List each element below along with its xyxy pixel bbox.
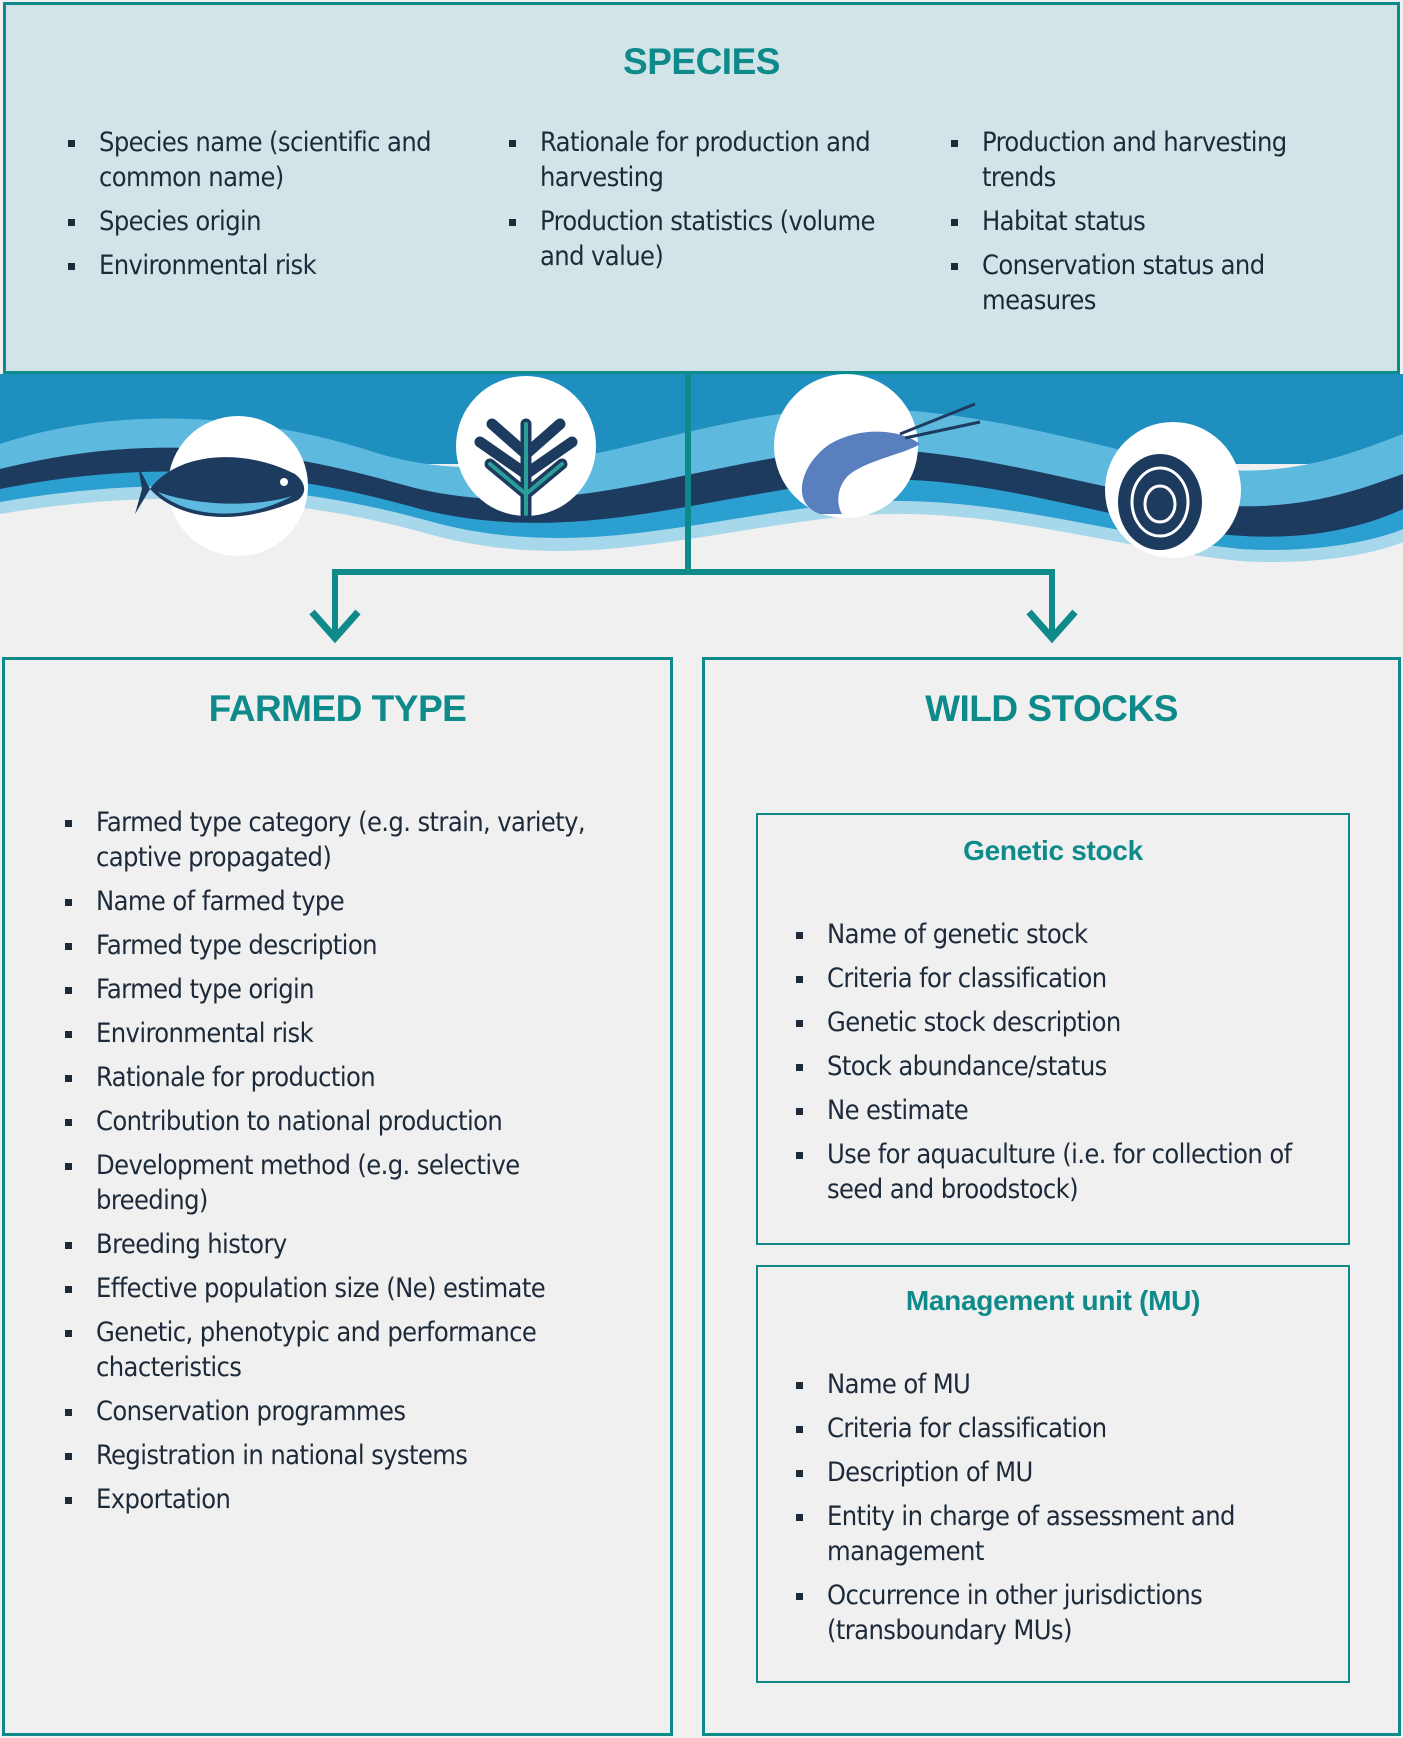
list-item: Occurrence in other jurisdictions (transboundary MUs) xyxy=(796,1578,1316,1648)
farmed-type-list xyxy=(65,805,625,1526)
list-item: Production statistics (volume and value) xyxy=(509,204,889,274)
seaweed-icon xyxy=(456,376,596,516)
list-item: Rationale for production xyxy=(65,1060,625,1095)
list-item: Conservation status and measures xyxy=(951,248,1291,318)
list-item: Farmed type category (e.g. strain, variety, captive propagated) xyxy=(65,805,625,875)
list-item: Rationale for production and harvesting xyxy=(509,125,889,195)
list-item: Environmental risk xyxy=(68,248,448,283)
management-unit-list xyxy=(796,1367,1316,1657)
management-unit-box xyxy=(756,1265,1350,1683)
management-unit-title: Management unit (MU) xyxy=(905,1285,1201,1316)
list-item: Use for aquaculture (i.e. for collection of seed and broodstock) xyxy=(796,1137,1316,1207)
list-item: Habitat status xyxy=(951,204,1291,239)
list-item: Name of farmed type xyxy=(65,884,625,919)
list-item: Farmed type description xyxy=(65,928,625,963)
list-item: Genetic stock description xyxy=(796,1005,1316,1040)
genetic-stock-title: Genetic stock xyxy=(963,835,1143,866)
list-item: Species origin xyxy=(68,204,448,239)
wild-stocks-title: WILD STOCKS xyxy=(925,688,1178,729)
species-list-3 xyxy=(951,125,1291,327)
farmed-type-box xyxy=(2,657,673,1736)
species-box xyxy=(3,2,1400,374)
species-list-2 xyxy=(509,125,889,283)
list-item: Name of genetic stock xyxy=(796,917,1316,952)
list-item: Species name (scientific and common name) xyxy=(68,125,448,195)
list-item: Production and harvesting trends xyxy=(951,125,1291,195)
list-item: Environmental risk xyxy=(65,1016,625,1051)
list-item: Criteria for classification xyxy=(796,1411,1316,1446)
list-item: Development method (e.g. selective breeding) xyxy=(65,1148,625,1218)
list-item: Entity in charge of assessment and management xyxy=(796,1499,1316,1569)
list-item: Genetic, phenotypic and performance chacteristics xyxy=(65,1315,625,1385)
list-item: Ne estimate xyxy=(796,1093,1316,1128)
wave-band-illustration xyxy=(0,374,1403,660)
list-item: Conservation programmes xyxy=(65,1394,625,1429)
list-item: Description of MU xyxy=(796,1455,1316,1490)
list-item: Exportation xyxy=(65,1482,625,1517)
genetic-stock-box xyxy=(756,813,1350,1245)
list-item: Name of MU xyxy=(796,1367,1316,1402)
oyster-icon xyxy=(1105,422,1241,558)
list-item: Breeding history xyxy=(65,1227,625,1262)
list-item: Stock abundance/status xyxy=(796,1049,1316,1084)
farmed-type-title: FARMED TYPE xyxy=(208,688,467,729)
list-item: Contribution to national production xyxy=(65,1104,625,1139)
list-item: Criteria for classification xyxy=(796,961,1316,996)
genetic-stock-list xyxy=(796,917,1316,1216)
species-list-1 xyxy=(68,125,448,292)
list-item: Registration in national systems xyxy=(65,1438,625,1473)
wild-stocks-box xyxy=(702,657,1401,1736)
list-item: Farmed type origin xyxy=(65,972,625,1007)
species-title: SPECIES xyxy=(623,41,780,82)
list-item: Effective population size (Ne) estimate xyxy=(65,1271,625,1306)
